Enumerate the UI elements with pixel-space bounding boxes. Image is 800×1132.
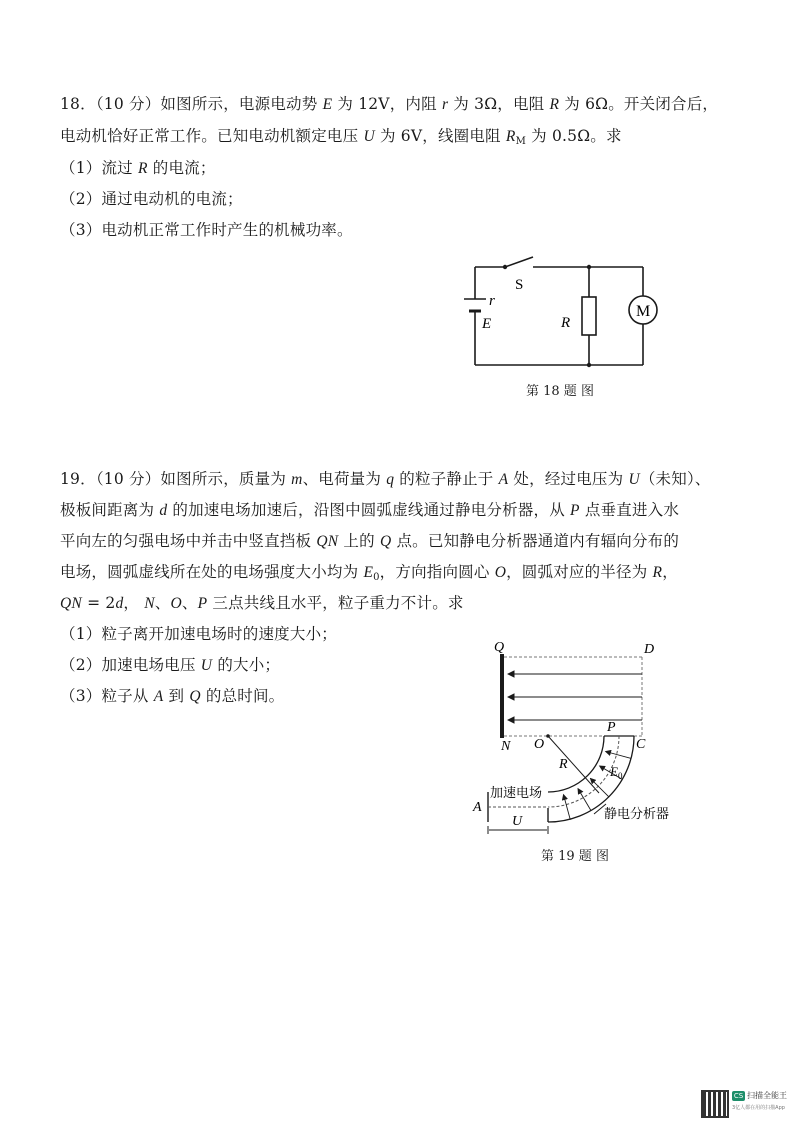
q18-line-1: 18．（10 分）如图所示，电源电动势 E 为 12V，内阻 r 为 3Ω，电阻 R 为 6Ω。开关闭合后， [60,95,719,113]
scanner-watermark [698,1086,794,1124]
watermark-tagline: 3亿人都在用的扫描App [732,1105,785,1111]
emf-label: E [482,316,492,332]
q19-line-1: 19．（10 分）如图所示，质量为 m、电荷量为 q 的粒子静止于 A 处，经过电压为 U（未知）、 [60,470,711,488]
label-N: N [501,739,511,754]
radius-line [548,736,599,793]
switch-label: S [515,277,524,293]
label-Q: Q [494,640,505,655]
q19-line-4: 电场，圆弧虚线所在处的电场强度大小均为 $E_0$，方向指向圆心 O，圆弧对应的半径为 R， [60,563,678,583]
q19-line-5: QN = 2d， N、O、P 三点共线且水平，粒子重力不计。求 [60,594,464,612]
label-C: C [636,737,646,752]
qr-code-icon [701,1090,729,1118]
cs-badge: CS [733,1092,744,1100]
label-U: U [512,814,523,829]
q19-line-3: 平向左的匀强电场中并击中竖直挡板 QN 上的 Q 点。已知静电分析器通道内有辐向分布的 [60,532,680,550]
analyzer-label: 静电分析器 [604,806,670,821]
motor-label: M [636,303,651,320]
q19-sub-1: （1）粒子离开加速电场时的速度大小； [60,625,337,643]
q18-sub-2: （2）通过电动机的电流； [60,190,243,208]
q19-sub-3: （3）粒子从 A 到 Q 的总时间。 [60,687,285,705]
accel-field-label: 加速电场 [490,785,543,800]
label-D: D [644,642,655,657]
q19-figure-caption: 第 19 题 图 [541,849,609,864]
q18-figure-caption: 第 18 题 图 [526,384,594,399]
watermark-app-name: 扫描全能王 [747,1091,787,1100]
q19-sub-2: （2）加速电场电压 U 的大小； [60,656,281,674]
label-P: P [607,720,616,735]
internal-resistance-label: r [489,293,495,309]
label-E0: $E_0$ [610,764,623,781]
switch-pivot [503,265,507,269]
q18-circuit-diagram [455,255,665,380]
label-R: R [559,757,568,772]
q18-sub-3: （3）电动机正常工作时产生的机械功率。 [60,221,353,239]
q18-line-2: 电动机恰好正常工作。已知电动机额定电压 U 为 6V，线圈电阻 $R_M$ 为 0.5Ω。求 [60,127,622,147]
resistor-label: R [561,315,571,331]
q18-sub-1: （1）流过 R 的电流； [60,159,216,177]
label-A: A [473,800,482,815]
q19-apparatus-diagram [462,636,692,836]
qn-plate [500,654,504,738]
label-O: O [534,737,545,752]
q19-line-2: 极板间距离为 d 的加速电场加速后，沿图中圆弧虚线通过静电分析器，从 P 点垂直进入水 [60,501,680,519]
